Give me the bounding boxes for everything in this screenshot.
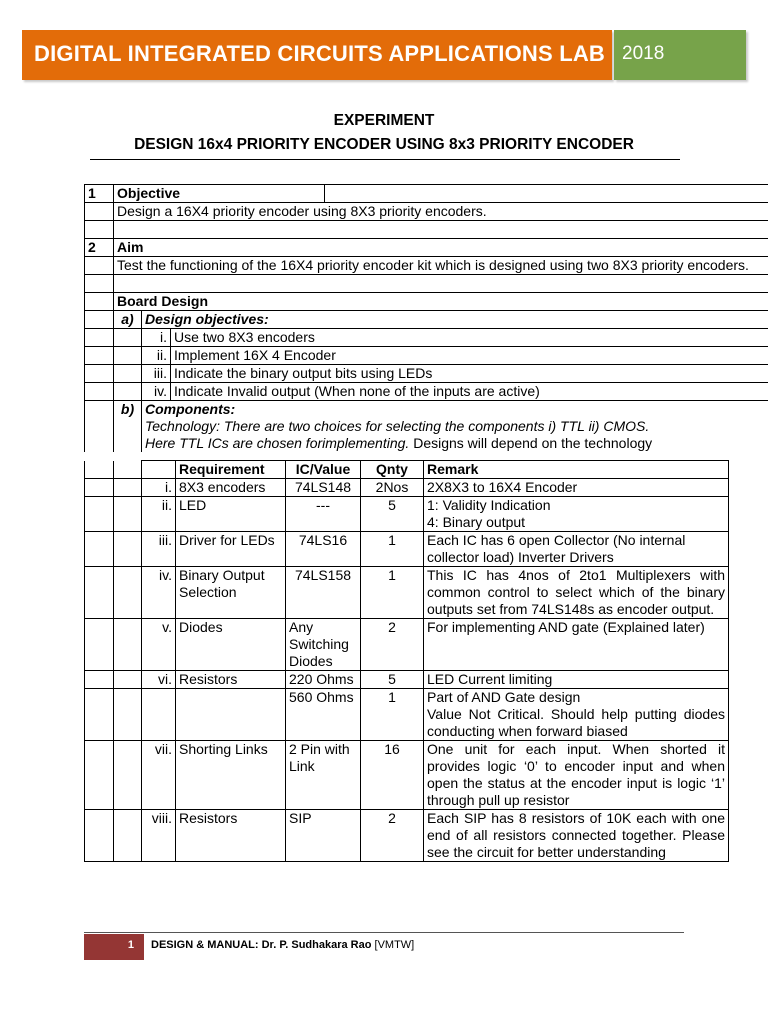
aim-label: Aim [114,239,768,257]
objective-item-num: i. [142,329,171,347]
table-row: iii. Driver for LEDs 74LS16 1 Each IC has 6 open Collector (No internal collector load) Inverter Drivers [85,532,729,567]
experiment-table [84,184,768,452]
objective-item-num: iii. [142,365,171,383]
col-header-requirement: Requirement [176,461,286,479]
aim-text-row [85,257,768,275]
header-title-bar [22,30,612,80]
objective-item-num: iv. [142,383,171,401]
header-year: 2018 [622,43,665,64]
components-title: Components: [145,401,236,417]
components-table [84,460,729,862]
aim-header-row [85,239,768,257]
objective-text-row [85,203,768,221]
header-title: DIGITAL INTEGRATED CIRCUITS APPLICATIONS LAB [34,41,606,66]
components-header-row [85,461,729,479]
objective-item-num: ii. [142,347,171,365]
design-objectives-row [85,311,768,329]
doc-heading: EXPERIMENT [333,112,435,129]
table-row: vii. Shorting Links 2 Pin with Link 16 One unit for each input. When shorted it provides logic ‘0’ to encoder input and when open the status at the encoder input is logic ‘1’ through pull up resistor [85,741,729,810]
objective-item-text: Indicate Invalid output (When none of the inputs are active) [171,383,768,401]
board-design-label: Board Design [114,293,768,311]
table-row: 560 Ohms 1 Part of AND Gate design Value Not Critical. Should help putting diodes conducting when forward biased [85,689,729,741]
objective-header-row [85,185,768,203]
objective-text: Design a 16X4 priority encoder using 8X3 priority encoders. [114,203,768,221]
components-ttl-line: Here TTL ICs are chosen forimplementing. Designs will depend on the technology [145,435,653,451]
table-row: v. Diodes Any Switching Diodes 2 For implementing AND gate (Explained later) [85,619,729,671]
table-row: vi. Resistors 220 Ohms 5 LED Current limiting [85,671,729,689]
objective-item [85,365,768,383]
components-technology-line: Technology: There are two choices for selecting the components i) TTL ii) CMOS. [145,418,650,434]
page-number-box [84,934,144,960]
aim-text: Test the functioning of the 16X4 priority encoder kit which is designed using two 8X3 priority encoders. [114,257,768,275]
table-row: viii. Resistors SIP 2 Each SIP has 8 resistors of 10K each with one end of all resistors connected together. Please see the circuit for better understanding [85,810,729,862]
section-a-label: a) [114,311,142,329]
design-objectives-title: Design objectives: [142,311,768,329]
objective-number: 1 [85,185,114,203]
objective-item-text: Implement 16X 4 Encoder [171,347,768,365]
page-number: 1 [127,939,134,951]
footer-rule [84,932,684,933]
objective-item [85,329,768,347]
table-row: i. 8X3 encoders 74LS148 2Nos 2X8X3 to 16X4 Encoder [85,479,729,497]
table-row: iv. Binary Output Selection 74LS158 1 This IC has 4nos of 2to1 Multiplexers with common control to select which of the binary outputs set from 74LS148s as encoder output. [85,567,729,619]
objective-item [85,383,768,401]
objective-empty-cell [325,185,768,203]
col-header-remark: Remark [424,461,729,479]
doc-subheading: DESIGN 16x4 PRIORITY ENCODER USING 8x3 PRIORITY ENCODER [134,136,634,153]
table-row: ii. LED --- 5 1: Validity Indication 4: Binary output [85,497,729,532]
objective-item-text: Indicate the binary output bits using LEDs [171,365,768,383]
objective-label: Objective [114,185,325,203]
col-header-ic-value: IC/Value [286,461,361,479]
footer-credit: DESIGN & MANUAL: Dr. P. Sudhakara Rao [VMTW] [151,939,415,951]
section-b-label: b) [114,401,142,453]
title-underline [90,159,680,160]
col-header-qnty: Qnty [361,461,424,479]
objective-item-text: Use two 8X3 encoders [171,329,768,347]
aim-number: 2 [85,239,114,257]
header-year-bar [614,30,746,80]
board-design-row [85,293,768,311]
components-row [85,401,768,453]
objective-item [85,347,768,365]
